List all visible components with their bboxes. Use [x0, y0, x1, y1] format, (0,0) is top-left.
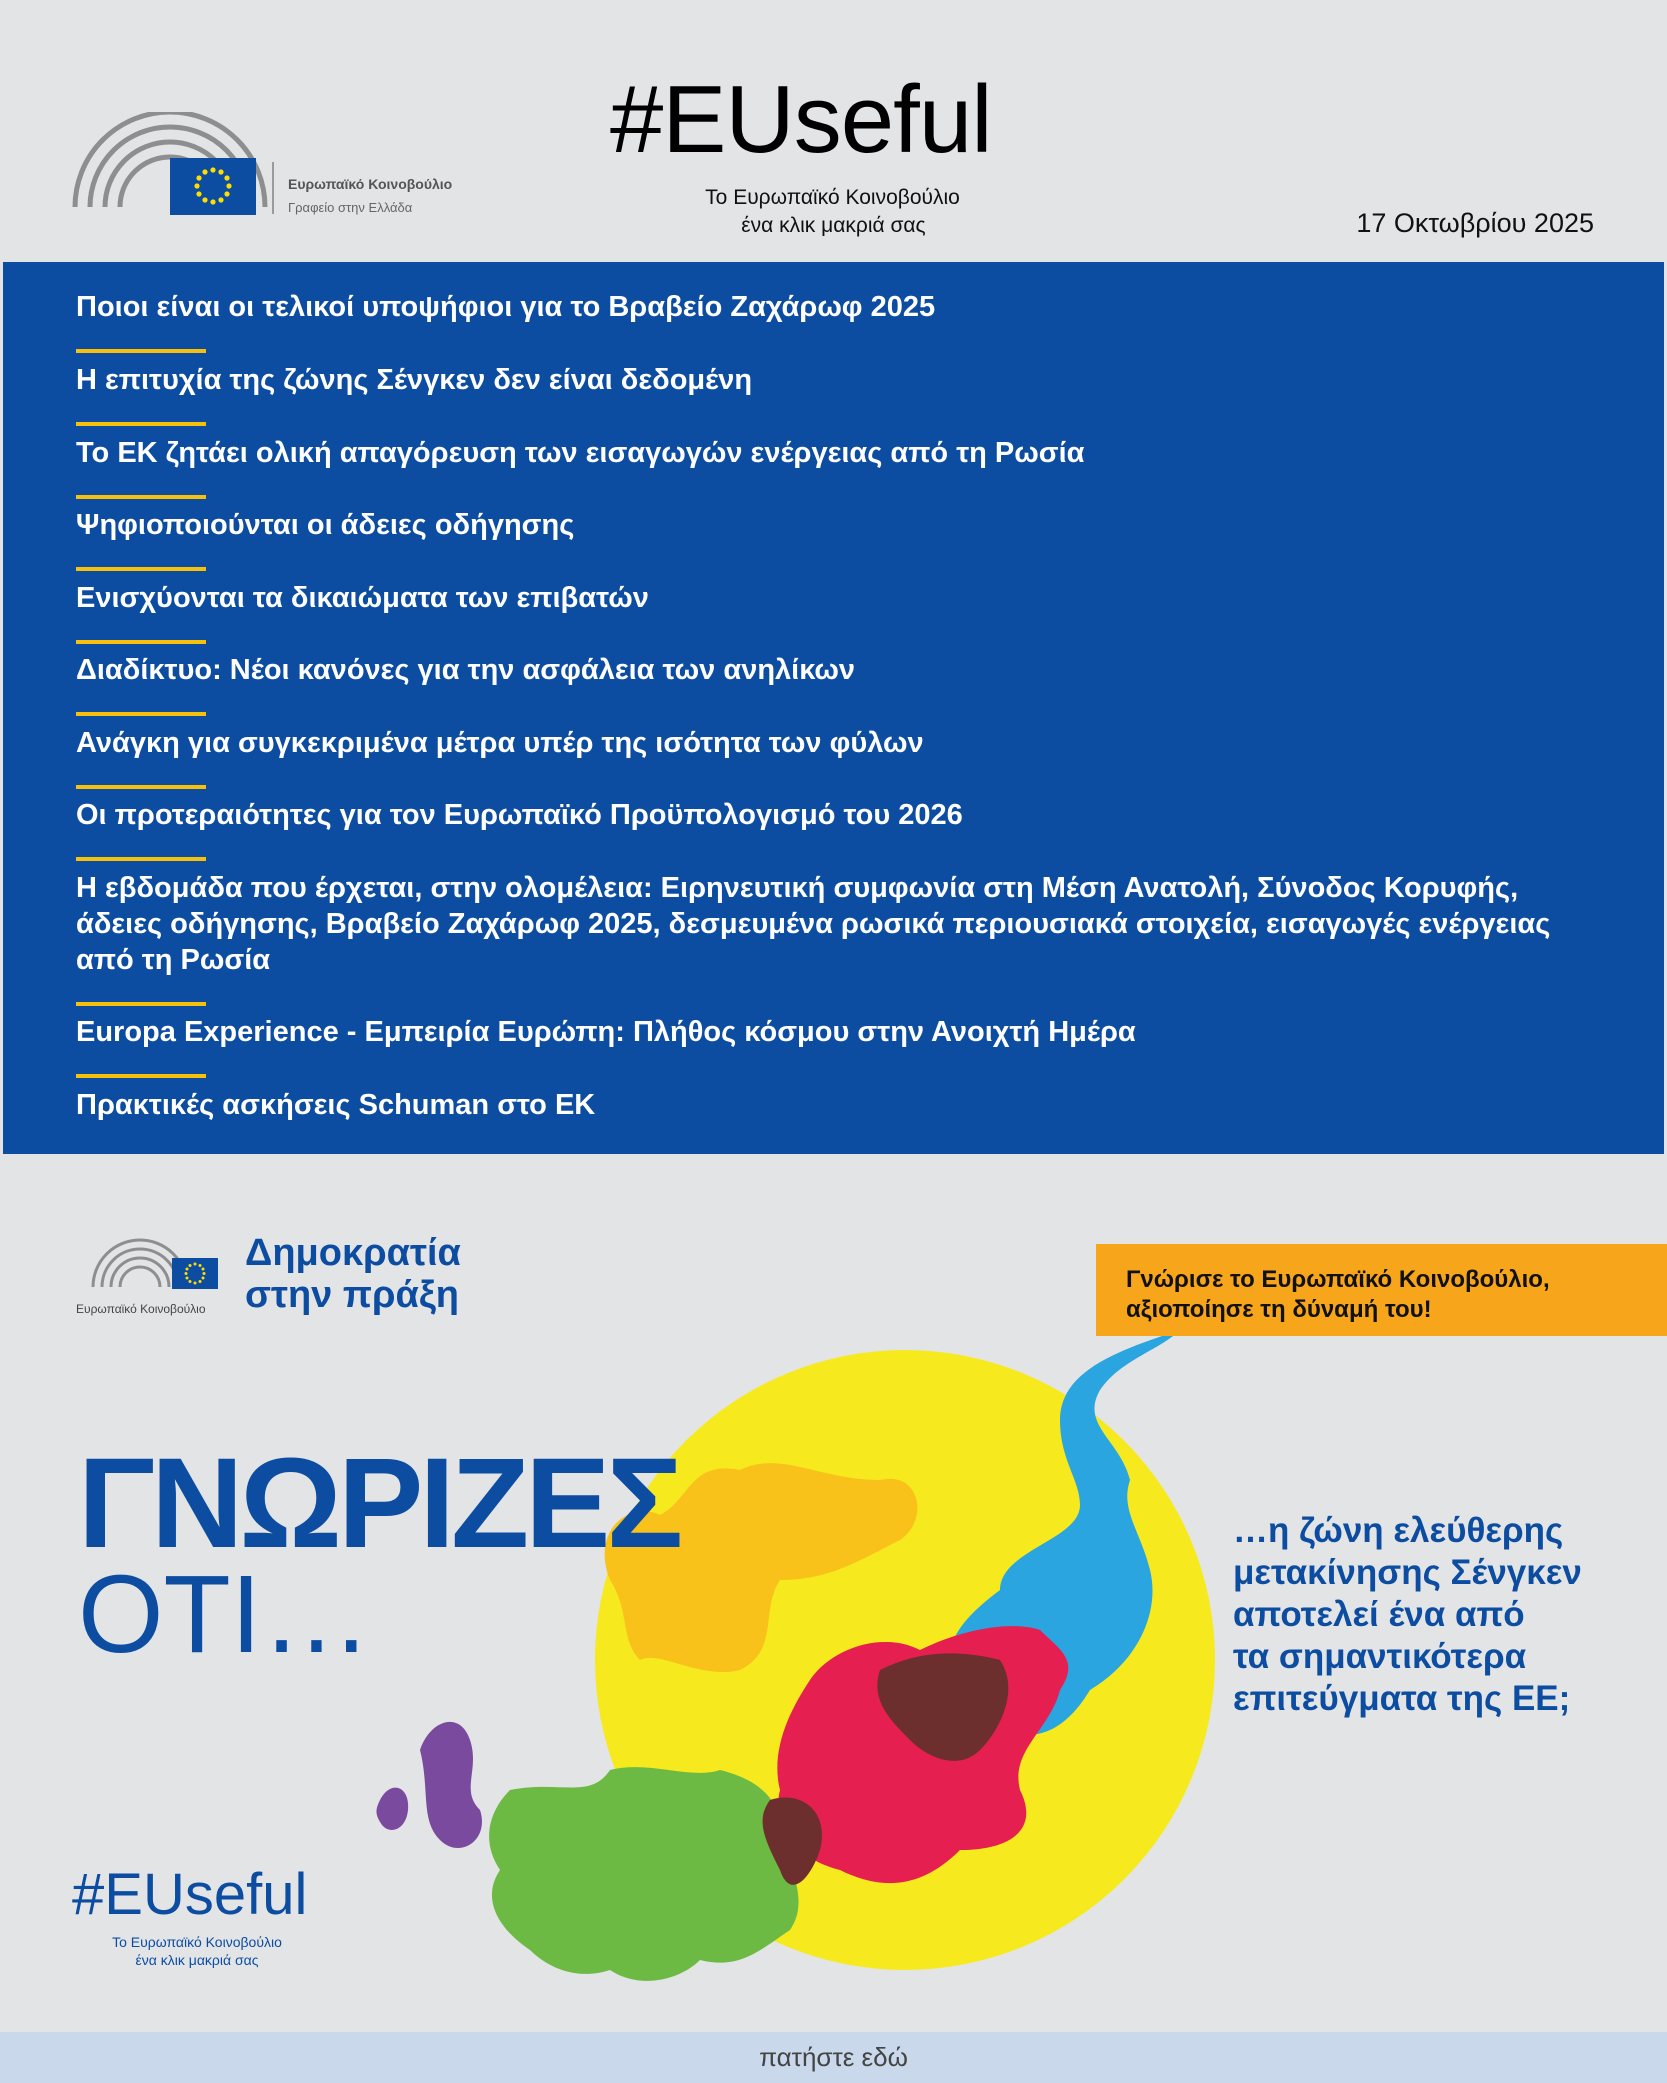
news-item-sakharov-finalists[interactable]: Ποιοι είναι οι τελικοί υποψήφιοι για το Βραβείο Ζαχάρωφ 2025 [76, 291, 936, 323]
campaign-logo-label: Ευρωπαϊκό Κοινοβούλιο [76, 1302, 206, 1316]
tagline-line-2: ένα κλικ μακριά σας [741, 214, 926, 237]
news-item-passenger-rights[interactable]: Ενισχύονται τα δικαιώματα των επιβατών [76, 582, 649, 614]
news-item-europa-experience[interactable]: Europa Experience - Εμπειρία Ευρώπη: Πλήθος κόσμου στην Ανοιχτή Ημέρα [76, 1016, 1136, 1048]
logo-name: Ευρωπαϊκό Κοινοβούλιο [288, 176, 453, 192]
purple-islands [376, 1788, 408, 1830]
cta-text[interactable]: Γνώρισε το Ευρωπαϊκό Κοινοβούλιο, αξιοποίησε τη δύναμή του! [1126, 1266, 1550, 1323]
divider [76, 1002, 206, 1006]
eu-flag-icon [172, 1258, 218, 1289]
divider [76, 422, 206, 426]
news-panel [3, 262, 1664, 1154]
newsletter-brand: #EUseful [610, 66, 992, 173]
divider [76, 640, 206, 644]
news-item-minors-online[interactable]: Διαδίκτυο: Νέοι κανόνες για την ασφάλεια των ανηλίκων [76, 654, 856, 686]
schengen-question: …η ζώνη ελεύθερης μετακίνησης Σένγκεν αποτελεί ένα από τα σημαντικότερα επιτεύγματα της ΕΕ; [1233, 1511, 1582, 1718]
divider [76, 1074, 206, 1078]
logo-office: Γραφείο στην Ελλάδα [288, 200, 413, 215]
purple-islands [420, 1722, 482, 1848]
news-item-budget-2026[interactable]: Οι προτεραιότητες για τον Ευρωπαϊκό Προϋπολογισμό του 2026 [76, 799, 963, 831]
divider [76, 712, 206, 716]
divider [76, 349, 206, 353]
green-region [489, 1767, 798, 1981]
news-item-driving-licences[interactable]: Ψηφιοποιούνται οι άδειες οδήγησης [76, 509, 575, 541]
news-item-russian-energy-ban[interactable]: Το ΕΚ ζητάει ολική απαγόρευση των εισαγωγών ενέργειας από τη Ρωσία [76, 437, 1085, 469]
did-you-know-subheading: ΟΤΙ… [78, 1553, 372, 1676]
did-you-know-heading: ΓΝΩΡΙΖΕΣ [78, 1432, 680, 1575]
campaign-title: Δημοκρατία στην πράξη [245, 1232, 461, 1316]
news-item-gender-equality[interactable]: Ανάγκη για συγκεκριμένα μέτρα υπέρ της ισότητα των φύλων [76, 727, 924, 759]
click-here-link[interactable]: πατήστε εδώ [759, 2042, 908, 2072]
news-item-schuman-traineeships[interactable]: Πρακτικές ασκήσεις Schuman στο ΕΚ [76, 1089, 596, 1121]
issue-date: 17 Οκτωβρίου 2025 [1356, 208, 1594, 238]
divider [76, 857, 206, 861]
tagline-line-1: Το Ευρωπαϊκό Κοινοβούλιο [705, 186, 960, 209]
campaign-brand-sub-2: ένα κλικ μακριά σας [135, 1952, 259, 1968]
campaign-brand-sub-1: Το Ευρωπαϊκό Κοινοβούλιο [112, 1934, 282, 1950]
divider [76, 785, 206, 789]
news-item-plenary-week[interactable]: Η εβδομάδα που έρχεται, στην ολομέλεια: Ειρηνευτική συμφωνία στη Μέση Ανατολή, Σύνοδος Κορυφής, άδειες οδήγησης, Βραβείο Ζαχάρωφ 2025, δεσμευμένα ρωσικά περιουσιακά στοιχεία, εισαγωγές ενέργειας από τη Ρωσία [76, 872, 1551, 976]
divider [76, 495, 206, 499]
page-header [0, 0, 1667, 262]
news-item-schengen[interactable]: Η επιτυχία της ζώνης Σένγκεν δεν είναι δεδομένη [76, 364, 753, 396]
divider [76, 567, 206, 571]
campaign-brand: #EUseful [72, 1862, 308, 1927]
